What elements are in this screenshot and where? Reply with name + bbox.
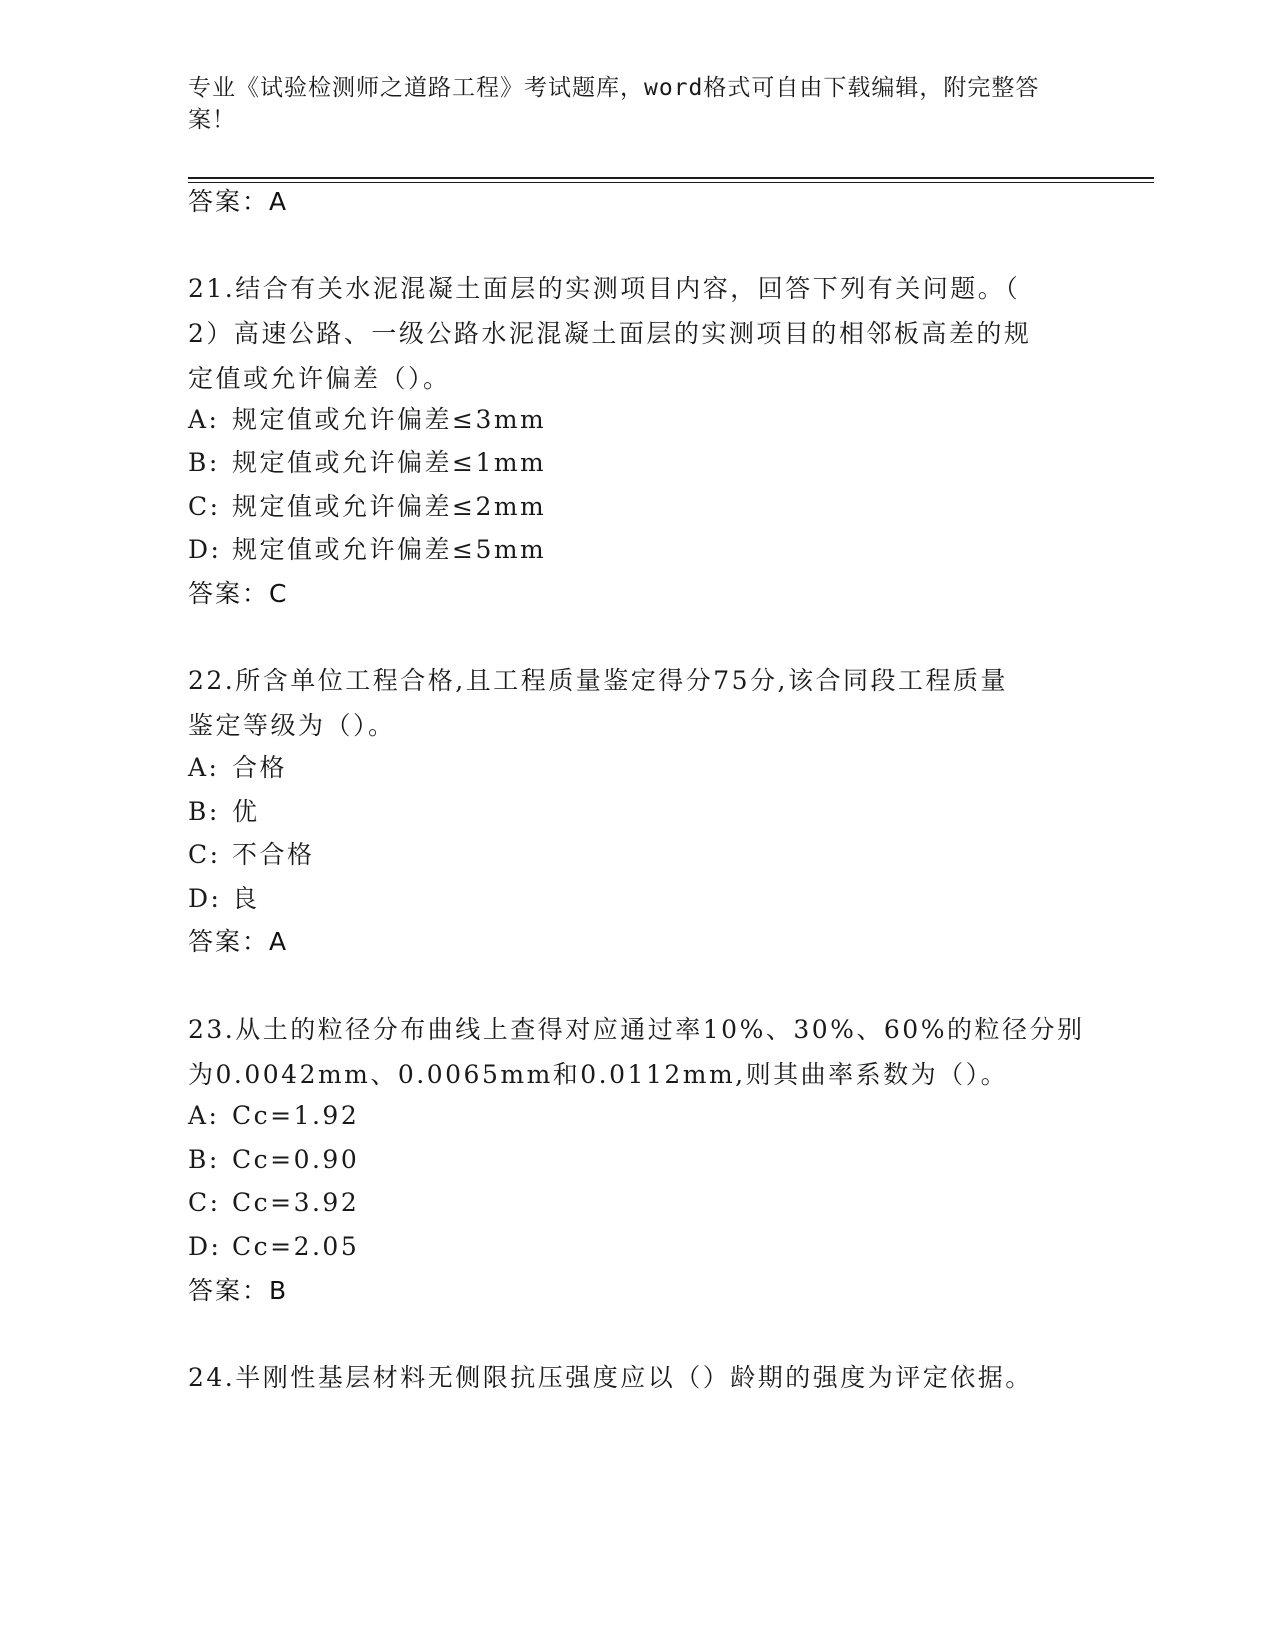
option-c — [188, 837, 315, 873]
option-text: 规定值或允许偏差≤3mm — [232, 405, 547, 434]
option-text: 不合格 — [232, 840, 315, 869]
answer-label: 答案：A — [188, 927, 289, 956]
question-line: 定值或允许偏差（）。 — [188, 364, 451, 393]
option-b — [188, 445, 546, 481]
header-divider — [188, 177, 1154, 179]
question-line: 24.半刚性基层材料无侧限抗压强度应以（）龄期的强度为评定依据。 — [188, 1363, 1033, 1392]
option-d — [188, 881, 260, 917]
option-text: 优 — [232, 797, 260, 826]
question-line: 23.从土的粒径分布曲线上查得对应通过率10%、30%、60%的粒径分别 — [188, 1015, 1085, 1044]
answer-label: 答案：A — [188, 187, 289, 216]
option-key: B: — [188, 797, 220, 826]
header-line: 案！ — [188, 107, 236, 133]
header-line: 专业《试验检测师之道路工程》考试题库，word格式可自由下载编辑，附完整答 — [188, 75, 1040, 101]
question-line: 21.结合有关水泥混凝土面层的实测项目内容，回答下列有关问题。（ — [188, 274, 1021, 303]
option-a — [188, 750, 287, 786]
option-key: D: — [188, 884, 222, 913]
header-divider-thin — [188, 182, 1154, 183]
option-key: D: — [188, 535, 222, 564]
option-text: Cc=2.05 — [232, 1232, 360, 1261]
question-text — [188, 266, 1088, 401]
option-key: B: — [188, 448, 220, 477]
option-c — [188, 1185, 359, 1221]
option-text: 规定值或允许偏差≤5mm — [232, 535, 547, 564]
option-key: D: — [188, 1232, 222, 1261]
question-line: 鉴定等级为（）。 — [188, 711, 396, 740]
option-key: B: — [188, 1145, 220, 1174]
question-text — [188, 658, 1088, 748]
answer-label: 答案：C — [188, 579, 289, 608]
option-a — [188, 1098, 359, 1134]
option-text: 规定值或允许偏差≤2mm — [232, 492, 547, 521]
question-line: 为0.0042mm、0.0065mm和0.0112mm,则其曲率系数为（）。 — [188, 1060, 1009, 1089]
question-text — [188, 1007, 1088, 1097]
option-key: A: — [188, 405, 220, 434]
option-text: Cc=3.92 — [232, 1188, 360, 1217]
option-key: C: — [188, 840, 221, 869]
answer-label: 答案：B — [188, 1276, 289, 1305]
question-line: 22.所含单位工程合格,且工程质量鉴定得分75分,该合同段工程质量 — [188, 666, 1008, 695]
option-b — [188, 794, 260, 830]
option-text: 合格 — [232, 753, 288, 782]
option-key: C: — [188, 492, 221, 521]
option-a — [188, 402, 546, 438]
option-text: 良 — [232, 884, 260, 913]
option-text: Cc=1.92 — [232, 1101, 360, 1130]
option-d — [188, 532, 546, 568]
option-d — [188, 1229, 359, 1265]
option-key: A: — [188, 753, 220, 782]
question-line: 2）高速公路、一级公路水泥混凝土面层的实测项目的相邻板高差的规 — [188, 319, 1032, 348]
document-header — [188, 72, 1068, 136]
option-key: A: — [188, 1101, 220, 1130]
option-text: 规定值或允许偏差≤1mm — [232, 448, 547, 477]
option-text: Cc=0.90 — [232, 1145, 360, 1174]
option-b — [188, 1142, 359, 1178]
option-key: C: — [188, 1188, 221, 1217]
question-text — [188, 1355, 1088, 1400]
option-c — [188, 489, 546, 525]
